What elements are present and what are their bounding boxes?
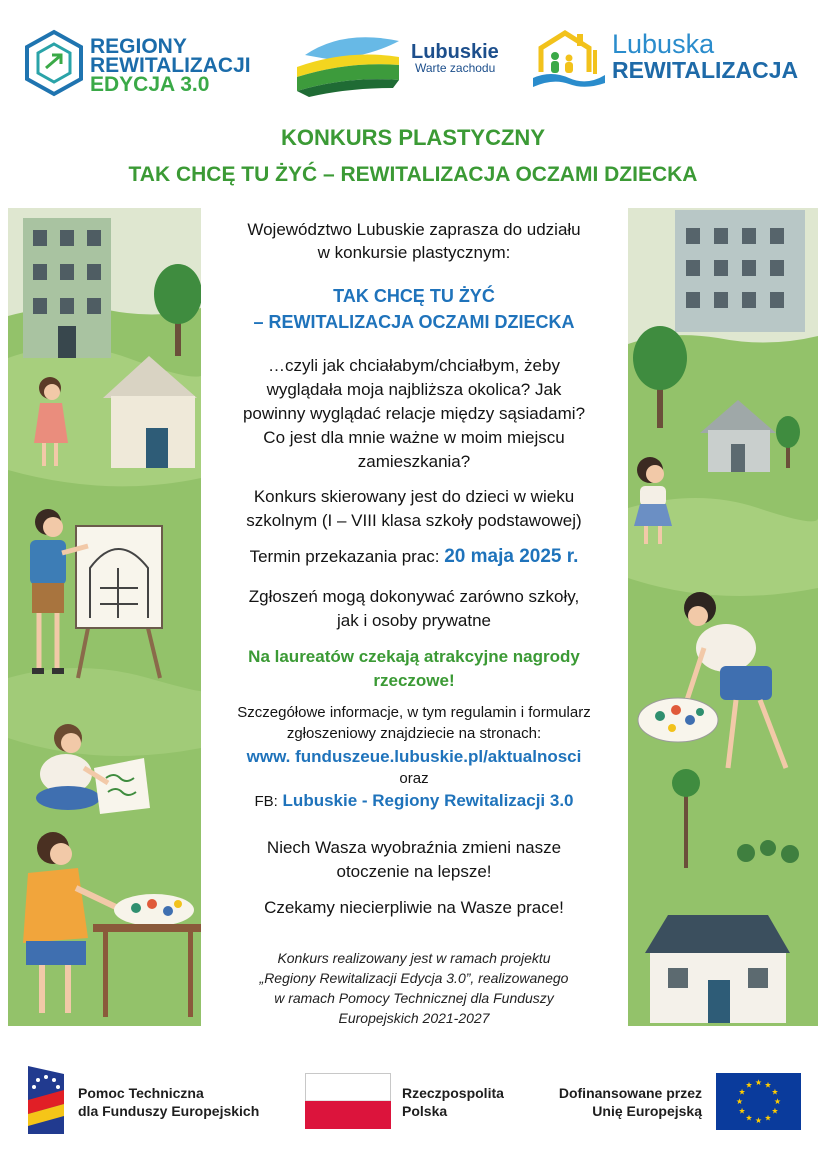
website-link[interactable]: www. funduszeue.lubuskie.pl/aktualnosci <box>246 747 582 766</box>
applicants-line: jak i osoby prywatne <box>336 611 492 630</box>
paint-dot <box>685 715 695 725</box>
eu-line1: Dofinansowane przez <box>558 1085 702 1101</box>
window <box>87 230 101 246</box>
hexagon-logo-icon <box>22 28 86 98</box>
audience-line: Konkurs skierowany jest do dzieci w wieku <box>253 487 575 506</box>
window <box>33 298 47 314</box>
paint-dot <box>174 900 182 908</box>
fe-line2: dla Funduszy Europejskich <box>78 1103 260 1119</box>
figure-head-2 <box>566 55 573 62</box>
page-subtitle: TAK CHCĘ TU ŻYĆ – REWITALIZACJA OCZAMI DZIECKA <box>128 163 698 186</box>
window <box>686 228 700 244</box>
window <box>742 292 756 308</box>
tree-crown <box>633 326 687 390</box>
contest-name-line: – REWITALIZACJA OCZAMI DZIECKA <box>253 312 575 332</box>
project-note-line: Europejskich 2021-2027 <box>338 1010 490 1026</box>
shirt <box>30 540 66 585</box>
paint-dot <box>655 711 665 721</box>
figure-head-1 <box>551 52 559 60</box>
window <box>60 230 74 246</box>
window <box>60 298 74 314</box>
window <box>668 968 688 988</box>
info-line: Szczegółowe informacje, w tym regulamin i formularz <box>237 704 591 721</box>
window <box>87 264 101 280</box>
window <box>742 228 756 244</box>
figure-body-2 <box>565 62 573 73</box>
intro-line: w konkursie plastycznym: <box>317 243 511 262</box>
face <box>50 843 72 865</box>
fe-star <box>52 1078 56 1082</box>
paint-dot <box>668 724 676 732</box>
fe-star <box>32 1085 36 1089</box>
table-leg <box>103 932 108 1017</box>
window <box>770 228 784 244</box>
window <box>770 292 784 308</box>
window <box>33 230 47 246</box>
shirt <box>23 868 88 943</box>
info-line: zgłoszeniowy znajdziecie na stronach: <box>286 725 542 742</box>
window <box>770 260 784 276</box>
house-roof <box>645 915 790 953</box>
window <box>87 298 101 314</box>
deadline-line <box>205 545 623 569</box>
house-door <box>731 444 745 472</box>
project-note-line: Konkurs realizowany jest w ramach projektu <box>277 950 551 966</box>
poland-flag-icon <box>305 1073 391 1129</box>
apartment-building <box>23 218 111 358</box>
house-door <box>146 428 168 468</box>
window <box>714 292 728 308</box>
contest-name-line: TAK CHCĘ TU ŻYĆ <box>333 286 495 306</box>
paper <box>94 758 150 814</box>
lubuskie-wave-icon <box>293 33 403 97</box>
window <box>714 228 728 244</box>
eu-flag-icon <box>716 1073 801 1130</box>
tree-crown <box>154 264 201 324</box>
fe-line1: Pomoc Techniczna <box>78 1085 204 1101</box>
pl-line1: Rzeczpospolita <box>402 1085 504 1101</box>
page-title: KONKURS PLASTYCZNY <box>280 125 545 150</box>
audience-line: szkolnym (I – VIII klasa szkoły podstawowej) <box>246 511 582 530</box>
tree-crown <box>672 769 700 797</box>
paint-dot <box>147 899 157 909</box>
question-line: zamieszkania? <box>357 452 471 471</box>
closing-line-2: Czekamy niecierpliwie na Wasze prace! <box>264 898 564 917</box>
facebook-line <box>205 790 623 812</box>
or-text: oraz <box>399 770 429 787</box>
house-door <box>708 980 730 1023</box>
face <box>688 606 708 626</box>
fe-star <box>44 1075 48 1079</box>
bush <box>737 844 755 862</box>
window <box>686 260 700 276</box>
window <box>714 260 728 276</box>
shirt <box>640 486 666 506</box>
apartment-building <box>675 210 805 332</box>
skirt <box>36 786 100 810</box>
prizes-line: Na laureatów czekają atrakcyjne nagrody <box>248 647 580 666</box>
regiony-logo-line2: REWITALIZACJI <box>90 54 251 77</box>
regiony-logo-line1: REGIONY <box>90 35 187 58</box>
lubuskie-name: Lubuskie <box>411 41 499 63</box>
fe-star <box>56 1085 60 1089</box>
eu-line2: Unię Europejską <box>592 1103 702 1119</box>
blue-wave <box>533 74 605 87</box>
facebook-label: FB: <box>254 793 278 810</box>
door <box>58 326 76 358</box>
window <box>742 260 756 276</box>
skirt <box>720 666 772 700</box>
bush <box>760 840 776 856</box>
question-line: …czyli jak chciałabym/chciałbym, żeby <box>268 356 560 375</box>
deadline-label: Termin przekazania prac: <box>249 547 440 566</box>
question-line: Co jest dla mnie ważne w moim miejscu <box>263 428 565 447</box>
plate <box>638 698 718 742</box>
window <box>60 264 74 280</box>
face <box>61 733 81 753</box>
tree-crown <box>776 416 800 448</box>
lubuska-line1: Lubuska <box>612 29 715 59</box>
window <box>686 292 700 308</box>
fe-star <box>36 1078 40 1082</box>
face <box>44 384 60 400</box>
skirt <box>26 941 86 965</box>
deadline-date: 20 maja 2025 r. <box>444 546 579 567</box>
project-note-line: w ramach Pomocy Technicznej dla Funduszy <box>274 990 554 1006</box>
question-line: wyglądała moja najbliższa okolica? Jak <box>266 380 562 399</box>
flag-red <box>305 1101 391 1129</box>
project-note-line: „Regiony Rewitalizacji Edycja 3.0”, realizowanego <box>259 970 569 986</box>
shirt <box>696 624 756 672</box>
applicants-line: Zgłoszeń mogą dokonywać zarówno szkoły, <box>248 587 580 606</box>
window <box>33 264 47 280</box>
table-leg <box>188 932 193 1017</box>
face <box>646 465 664 483</box>
paint-dot <box>131 903 141 913</box>
window <box>748 968 768 988</box>
paint-dot <box>671 705 681 715</box>
facebook-link[interactable]: Lubuskie - Regiony Rewitalizacji 3.0 <box>282 791 574 810</box>
regiony-logo-line3: EDYCJA 3.0 <box>90 73 210 96</box>
table-top <box>93 924 201 932</box>
fundusze-europejskie-icon <box>24 1060 68 1138</box>
plate <box>114 894 194 926</box>
lubuska-line2: REWITALIZACJA <box>612 57 799 83</box>
shoe <box>52 668 64 674</box>
lubuskie-tagline: Warte zachodu <box>415 61 496 75</box>
left-illustration <box>8 208 201 1026</box>
skirt <box>634 504 672 526</box>
right-illustration <box>628 208 818 1026</box>
flag-white <box>306 1074 391 1102</box>
tree-trunk <box>684 788 688 868</box>
intro-line: Województwo Lubuskie zaprasza do udziału <box>247 220 581 239</box>
bush <box>781 845 799 863</box>
closing-line: otoczenie na lepsze! <box>336 862 492 881</box>
house-family-icon <box>533 28 605 94</box>
paint-dot <box>696 708 704 716</box>
sign-post <box>593 50 597 74</box>
shorts <box>32 583 64 613</box>
question-line: powinny wyglądać relacje między sąsiadami? <box>242 404 586 423</box>
shoe <box>32 668 44 674</box>
face <box>43 517 63 537</box>
pl-line2: Polska <box>402 1103 448 1119</box>
prizes-line: rzeczowe! <box>373 671 455 690</box>
chimney <box>577 34 583 46</box>
closing-line: Niech Wasza wyobraźnia zmieni nasze <box>266 838 562 857</box>
figure-body-1 <box>551 61 559 73</box>
house-bottom <box>645 915 790 1023</box>
paint-dot <box>163 906 173 916</box>
hexagon-arrow <box>46 55 61 68</box>
